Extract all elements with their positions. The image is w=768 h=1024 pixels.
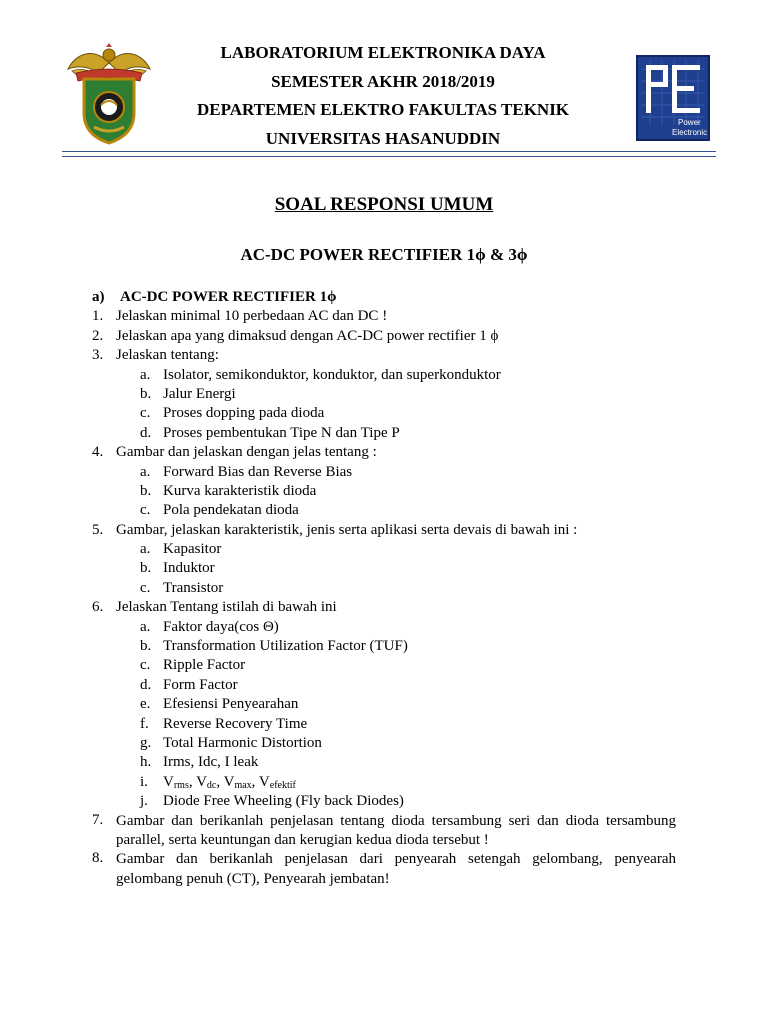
section-heading — [92, 288, 676, 307]
question-number: 5. — [92, 521, 104, 538]
voltage-symbol: V — [196, 773, 207, 790]
sub-item-text: Kurva karakteristik dioda — [163, 482, 317, 499]
separator: , — [188, 773, 197, 790]
question-list — [92, 288, 676, 889]
question-item — [92, 598, 676, 617]
sub-item — [92, 424, 676, 443]
section-title: AC-DC POWER RECTIFIER 1ϕ — [120, 289, 337, 305]
sub-item-letter: b. — [140, 560, 152, 577]
question-text: Gambar dan jelaskan dengan jelas tentang : — [116, 444, 377, 461]
question-number: 1. — [92, 308, 104, 325]
sub-item-letter: c. — [140, 657, 151, 674]
separator: , — [216, 773, 224, 790]
question-text: Gambar dan berikanlah penjelasan dari penyearah setengah gelombang, penyearah gelombang penuh (CT), Penyearah jembatan! — [116, 851, 676, 887]
question-item — [92, 327, 676, 346]
sub-item — [92, 501, 676, 520]
sub-item — [92, 695, 676, 714]
question-number: 8. — [92, 850, 104, 867]
header-institution — [150, 39, 616, 153]
sub-item — [92, 734, 676, 753]
sub-item — [92, 463, 676, 482]
header-line: UNIVERSITAS HASANUDDIN — [265, 128, 501, 148]
voltage-symbol: V — [258, 773, 270, 790]
sub-item-text: Ripple Factor — [163, 657, 246, 674]
sub-item-letter: b. — [140, 385, 152, 402]
sub-item — [92, 715, 676, 734]
logo-text-electronic: Electronic — [672, 128, 708, 137]
document-subtitle: AC-DC POWER RECTIFIER 1ϕ & 3ϕ — [240, 245, 528, 264]
sub-item-letter: a. — [140, 618, 151, 635]
section-label: a) — [92, 289, 105, 305]
sub-item-text: Kapasitor — [163, 541, 222, 558]
sub-item-text: Proses pembentukan Tipe N dan Tipe P — [163, 424, 400, 441]
sub-item-letter: d. — [140, 676, 152, 693]
question-item — [92, 521, 676, 540]
sub-item-text: Jalur Energi — [163, 385, 236, 402]
question-text: Jelaskan minimal 10 perbedaan AC dan DC ! — [116, 308, 388, 325]
sub-item — [92, 676, 676, 695]
voltage-subscript: efektif — [269, 779, 296, 791]
sub-item-text: Proses dopping pada dioda — [163, 405, 325, 422]
sub-item — [92, 773, 676, 792]
question-number: 6. — [92, 599, 104, 616]
sub-item-letter: e. — [140, 696, 151, 713]
header-divider — [62, 151, 716, 157]
question-item — [92, 307, 676, 326]
question-number: 2. — [92, 327, 104, 344]
sub-item — [92, 385, 676, 404]
sub-item — [92, 637, 676, 656]
sub-item-letter: a. — [140, 366, 151, 383]
question-text: Jelaskan apa yang dimaksud dengan AC-DC power rectifier 1 ϕ — [116, 327, 499, 344]
sub-item-text: Total Harmonic Distortion — [163, 734, 322, 751]
sub-item-letter: a. — [140, 463, 151, 480]
voltage-subscript: rms — [173, 779, 189, 791]
header-line: DEPARTEMEN ELEKTRO FAKULTAS TEKNIK — [196, 100, 570, 119]
question-item — [92, 346, 676, 365]
sub-item-text: Efesiensi Penyearahan — [163, 696, 299, 713]
question-text: Jelaskan Tentang istilah di bawah ini — [116, 599, 337, 616]
sub-item-letter: c. — [140, 579, 151, 596]
sub-item — [92, 656, 676, 675]
voltage-symbol: V — [223, 773, 235, 790]
sub-item — [92, 482, 676, 501]
sub-item-text: Diode Free Wheeling (Fly back Diodes) — [163, 793, 404, 810]
sub-item-text: Forward Bias dan Reverse Bias — [163, 463, 353, 480]
header-line: SEMESTER AKHR 2018/2019 — [271, 71, 495, 91]
university-crest-logo — [66, 43, 152, 146]
power-electronic-logo — [636, 55, 710, 141]
sub-item-letter: f. — [140, 715, 149, 732]
question-text: Gambar, jelaskan karakteristik, jenis serta aplikasi serta devais di bawah ini : — [116, 521, 578, 538]
sub-item-text: Transistor — [163, 579, 224, 596]
sub-item-letter: i. — [140, 773, 148, 790]
document-title: SOAL RESPONSI UMUM — [274, 194, 494, 215]
sub-item-letter: b. — [140, 638, 152, 655]
sub-item-text: Faktor daya(cos Θ) — [163, 618, 279, 635]
logo-text-power: Power — [678, 118, 701, 127]
sub-item-letter: c. — [140, 405, 151, 422]
sub-item-letter: d. — [140, 424, 152, 441]
sub-item-text: Pola pendekatan dioda — [163, 502, 299, 519]
sub-item — [92, 366, 676, 385]
sub-item-letter: c. — [140, 502, 151, 519]
sub-item — [92, 540, 676, 559]
sub-item — [92, 618, 676, 637]
voltage-subscript: dc — [206, 779, 217, 791]
sub-item-text: Isolator, semikonduktor, konduktor, dan superkonduktor — [163, 366, 501, 383]
sub-item — [92, 559, 676, 578]
sub-item — [92, 753, 676, 772]
sub-item-letter: b. — [140, 482, 152, 499]
sub-item-letter: h. — [140, 754, 152, 771]
question-number: 4. — [92, 444, 104, 461]
sub-item — [92, 404, 676, 423]
sub-item — [92, 792, 676, 811]
sub-item — [92, 579, 676, 598]
question-item — [92, 850, 676, 889]
question-item — [92, 443, 676, 462]
question-text: Jelaskan tentang: — [116, 347, 219, 364]
sub-item-text: Transformation Utilization Factor (TUF) — [163, 638, 408, 655]
separator: , — [251, 773, 259, 790]
sub-item-letter: a. — [140, 541, 151, 558]
sub-item-letter: g. — [140, 734, 152, 751]
sub-item-voltage-symbols — [163, 773, 296, 792]
voltage-subscript: max — [234, 779, 252, 791]
header-line: LABORATORIUM ELEKTRONIKA DAYA — [220, 43, 546, 62]
question-number: 3. — [92, 347, 104, 364]
sub-item-letter: j. — [140, 793, 148, 810]
sub-item-text: Induktor — [163, 560, 215, 577]
sub-item-text: Irms, Idc, I leak — [163, 754, 259, 771]
question-text: Gambar dan berikanlah penjelasan tentang dioda tersambung seri dan dioda tersambung parallel, serta keuntungan dan kerugian kedua dioda tersebut ! — [116, 812, 676, 848]
sub-item-text: Reverse Recovery Time — [163, 715, 308, 732]
question-number: 7. — [92, 811, 104, 828]
voltage-symbol: V — [163, 773, 174, 790]
question-item — [92, 812, 676, 851]
sub-item-text: Form Factor — [163, 676, 238, 693]
